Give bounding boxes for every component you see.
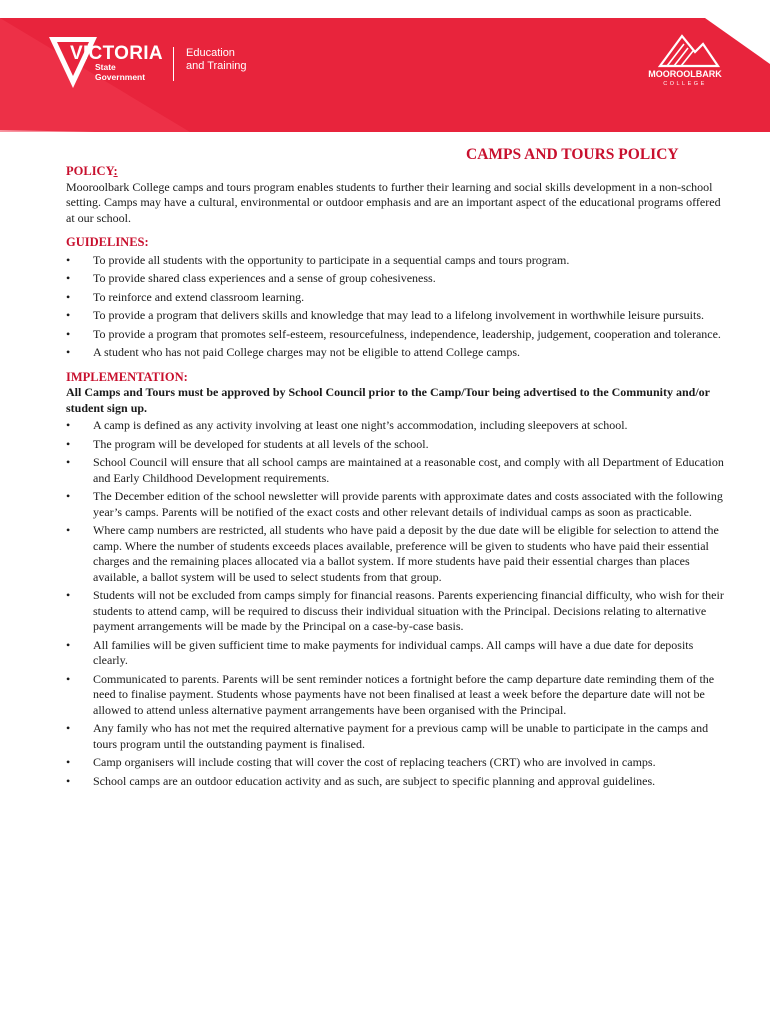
college-sub: COLLEGE bbox=[663, 81, 707, 87]
college-name: MOOROOLBARK bbox=[648, 69, 722, 79]
list-item: • To provide shared class experiences and a sense of group cohesiveness. bbox=[66, 271, 726, 287]
list-item: • A student who has not paid College charges may not be eligible to attend College camps. bbox=[66, 345, 726, 361]
page-title: CAMPS AND TOURS POLICY bbox=[466, 146, 679, 163]
logo-divider bbox=[173, 47, 174, 81]
list-item: • Communicated to parents. Parents will be sent reminder notices a fortnight before the camp departure date reminding them of the need to finalise payment. Students whose payments have not been finalised at least a week before the departure date will not be allowed to attend unless alternative payment arrangements have been organised with the Principal. bbox=[66, 672, 726, 719]
list-item: • All families will be given sufficient time to make payments for individual camps. All camps will have a due date for deposits clearly. bbox=[66, 638, 726, 669]
list-item: • To provide a program that delivers skills and knowledge that may lead to a lifelong involvement in worthwhile leisure pursuits. bbox=[66, 308, 726, 324]
document-content bbox=[66, 164, 726, 792]
list-item: • The December edition of the school newsletter will provide parents with approximate dates and costs associated with the following year’s camps. Parents will be notified of the exact costs and other relevant details of individual camps as soon as practicable. bbox=[66, 489, 726, 520]
list-item: • A camp is defined as any activity involving at least one night’s accommodation, including sleepovers at school. bbox=[66, 418, 726, 434]
list-item: • Camp organisers will include costing that will cover the cost of replacing teachers (CRT) who are involved in camps. bbox=[66, 755, 726, 771]
list-item: • To provide a program that promotes self-esteem, resourcefulness, independence, leadership, judgement, cooperation and tolerance. bbox=[66, 327, 726, 343]
implementation-section bbox=[66, 370, 726, 790]
policy-heading: POLICY: bbox=[66, 164, 118, 178]
implementation-note: All Camps and Tours must be approved by School Council prior to the Camp/Tour being advertised to the Community and/or student sign up. bbox=[66, 385, 710, 415]
list-item: • To reinforce and extend classroom learning. bbox=[66, 290, 726, 306]
list-item: • Any family who has not met the required alternative payment for a previous camp will be unable to participate in the camps and tours program until the outstanding payment is finalised. bbox=[66, 721, 726, 752]
guidelines-heading: GUIDELINES: bbox=[66, 235, 149, 249]
implementation-list bbox=[66, 418, 726, 789]
list-item: • The program will be developed for students at all levels of the school. bbox=[66, 437, 726, 453]
list-item: • School camps are an outdoor education activity and as such, are subject to specific planning and approval guidelines. bbox=[66, 774, 726, 790]
header-banner bbox=[0, 0, 770, 132]
list-item: • Students will not be excluded from camps simply for financial reasons. Parents experiencing financial difficulty, who wish for their students to attend camp, will be required to discuss their individual situation with the Principal. Decisions relating to alternative payment arrangements will be made by the Principal on a case-by-case basis. bbox=[66, 588, 726, 635]
list-item: • School Council will ensure that all school camps are maintained at a reasonable cost, and comply with all Department of Education and Early Childhood Development requirements. bbox=[66, 455, 726, 486]
guidelines-list bbox=[66, 253, 726, 361]
list-item: • Where camp numbers are restricted, all students who have paid a deposit by the due date will be eligible for selection to attend the camp. Where the number of students exceeds places available, preference will be given to students who have paid their essential charges and the remaining places allocated via a ballot system. If more students have paid their essential charges than places available, a ballot system will be used to select students from that group. bbox=[66, 523, 726, 585]
implementation-heading: IMPLEMENTATION: bbox=[66, 369, 188, 384]
list-item: • To provide all students with the opportunity to participate in a sequential camps and tours program. bbox=[66, 253, 726, 269]
department-label: Education and Training bbox=[186, 47, 247, 72]
guidelines-section bbox=[66, 235, 726, 361]
victoria-wordmark: VICTORIA bbox=[70, 43, 163, 64]
policy-text: Mooroolbark College camps and tours program enables students to further their learning and social skills development in a non-school setting. Camps may have a cultural, environmental or outdoor emphasis and are an important aspect of the educational programs offered at our school. bbox=[66, 179, 721, 225]
state-government-label: State Government bbox=[95, 62, 146, 82]
